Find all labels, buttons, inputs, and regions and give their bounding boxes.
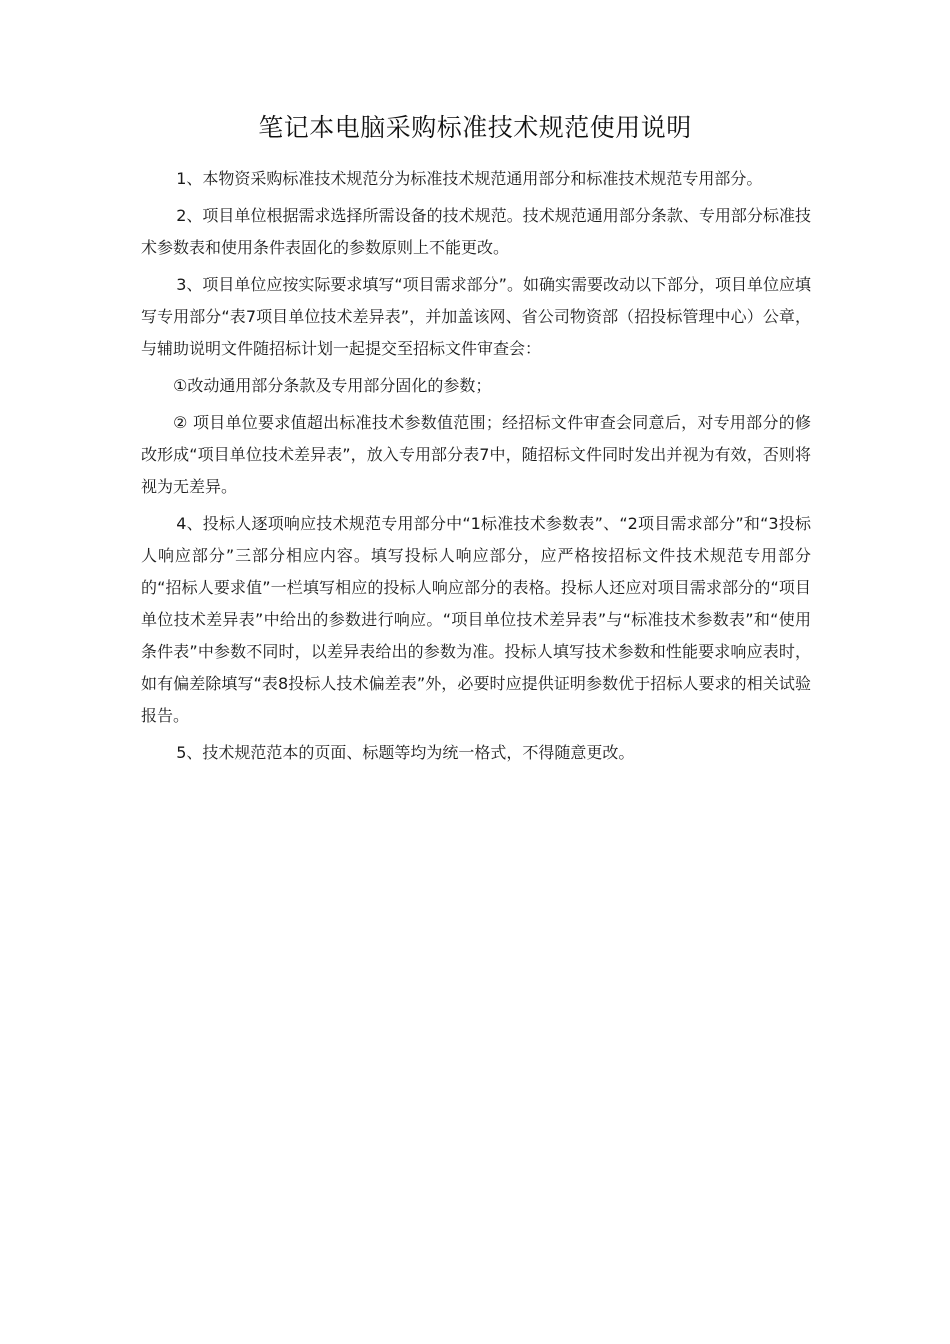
paragraph-4: 4、投标人逐项响应技术规范专用部分中“1标准技术参数表”、“2项目需求部分”和“3投标人响应部分”三部分相应内容。填写投标人响应部分，应严格按招标文件技术规范专用部分的“招标人要求值”一栏填写相应的投标人响应部分的表格。投标人还应对项目需求部分的“项目单位技术差异表”中给出的参数进行响应。“项目单位技术差异表”与“标准技术参数表”和“使用条件表”中参数不同时，以差异表给出的参数为准。投标人填写技术参数和性能要求响应表时，如有偏差除填写“表8投标人技术偏差表”外，必要时应提供证明参数优于招标人要求的相关试验报告。 [141, 514, 811, 725]
document-title: 笔记本电脑采购标准技术规范使用说明 [258, 113, 692, 142]
paragraph-3-item-2: ② 项目单位要求值超出标准技术参数值范围；经招标文件审查会同意后，对专用部分的修改形成“项目单位技术差异表”，放入专用部分表7中，随招标文件同时发出并视为有效，否则将视为无差异。 [141, 413, 811, 496]
paragraph-3: 3、项目单位应按实际要求填写“项目需求部分”。如确实需要改动以下部分，项目单位应填写专用部分“表7项目单位技术差异表”，并加盖该网、省公司物资部（招投标管理中心）公章，与辅助说明文件随招标计划一起提交至招标文件审查会： [141, 275, 811, 358]
paragraph-5: 5、技术规范范本的页面、标题等均为统一格式，不得随意更改。 [176, 743, 635, 762]
document-body [141, 163, 811, 774]
paragraph-3-item-1: ①改动通用部分条款及专用部分固化的参数； [173, 376, 492, 395]
paragraph-1: 1、本物资采购标准技术规范分为标准技术规范通用部分和标准技术规范专用部分。 [176, 169, 763, 188]
paragraph-2: 2、项目单位根据需求选择所需设备的技术规范。技术规范通用部分条款、专用部分标准技术参数表和使用条件表固化的参数原则上不能更改。 [141, 206, 811, 257]
